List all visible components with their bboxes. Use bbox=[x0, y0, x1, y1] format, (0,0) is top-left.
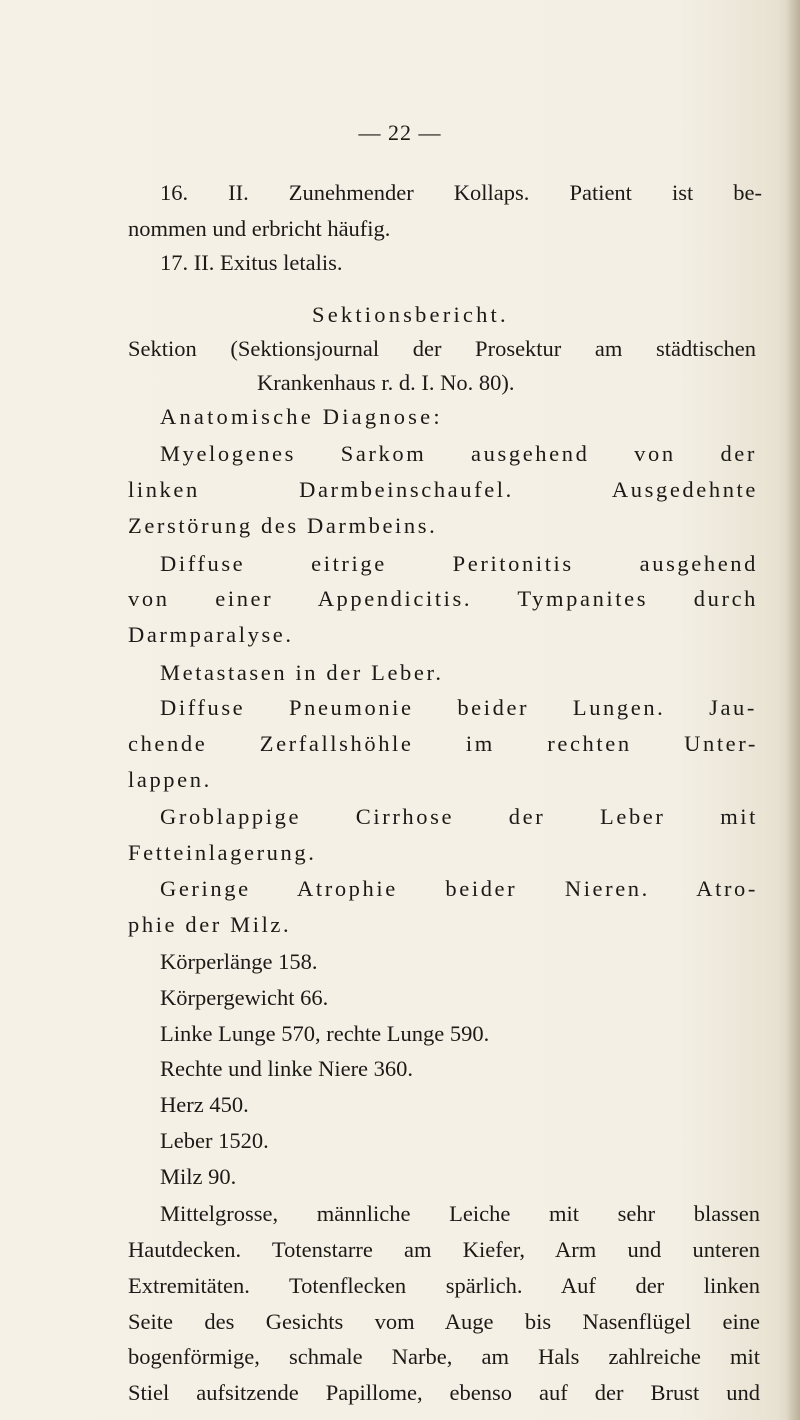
text-line-13: Darmparalyse. bbox=[128, 622, 294, 647]
text-line-19: Fetteinlagerung. bbox=[128, 840, 317, 866]
text-line-32: Seite des Gesichts vom Auge bis Nasenflügel eine bbox=[128, 1308, 760, 1334]
text-line-22: Körperlänge 158. bbox=[160, 949, 318, 975]
text-line-30: Hautdecken. Totenstarre am Kiefer, Arm und unteren bbox=[128, 1237, 760, 1263]
text-line-1: 16. II. Zunehmender Kollaps. Patient ist be- bbox=[160, 180, 762, 205]
text-line-25: Rechte und linke Niere 360. bbox=[160, 1056, 414, 1082]
text-line-12: von einer Appendicitis. Tympanites durch bbox=[128, 586, 758, 612]
text-line-23: Körpergewicht 66. bbox=[160, 985, 329, 1011]
text-line-20: Geringe Atrophie beider Nieren. Atro- bbox=[160, 875, 758, 901]
text-line-16: chende Zerfallshöhle im rechten Unter- bbox=[128, 731, 758, 757]
text-line-10: Zerstörung des Darmbeins. bbox=[128, 512, 438, 538]
text-line-11: Diffuse eitrige Peritonitis ausgehend bbox=[160, 550, 758, 576]
diagnosis-heading: Anatomische Diagnose: bbox=[160, 403, 443, 429]
text-line-14: Metastasen in der Leber. bbox=[160, 659, 444, 685]
page-edge-shadow bbox=[786, 0, 800, 1420]
text-line-6: Krankenhaus r. d. I. No. 80). bbox=[257, 369, 515, 395]
text-line-21: phie der Milz. bbox=[128, 911, 292, 937]
text-line-17: lappen. bbox=[128, 766, 212, 792]
text-line-28: Milz 90. bbox=[160, 1163, 237, 1189]
text-line-24: Linke Lunge 570, rechte Lunge 590. bbox=[160, 1020, 490, 1046]
text-line-5: Sektion (Sektionsjournal der Prosektur am städtischen bbox=[128, 336, 756, 362]
section-heading: Sektionsbericht. bbox=[312, 302, 509, 328]
text-line-15: Diffuse Pneumonie beider Lungen. Jau- bbox=[160, 695, 757, 721]
text-line-3: 17. II. Exitus letalis. bbox=[160, 249, 343, 275]
text-line-31: Extremitäten. Totenflecken spärlich. Auf der linken bbox=[128, 1272, 760, 1298]
text-line-8: Myelogenes Sarkom ausgehend von der bbox=[160, 441, 757, 467]
text-line-2: nommen und erbricht häufig. bbox=[128, 215, 391, 241]
text-line-9: linken Darmbeinschaufel. Ausgedehnte bbox=[128, 477, 758, 503]
page-number: — 22 — bbox=[358, 120, 442, 145]
text-line-33: bogenförmige, schmale Narbe, am Hals zahlreiche mit bbox=[128, 1344, 760, 1370]
text-line-18: Groblappige Cirrhose der Leber mit bbox=[160, 804, 758, 830]
text-line-27: Leber 1520. bbox=[160, 1127, 269, 1153]
text-line-29: Mittelgrosse, männliche Leiche mit sehr blassen bbox=[160, 1201, 760, 1227]
text-line-26: Herz 450. bbox=[160, 1092, 249, 1118]
text-line-34: Stiel aufsitzende Papillome, ebenso auf der Brust und bbox=[128, 1380, 760, 1405]
